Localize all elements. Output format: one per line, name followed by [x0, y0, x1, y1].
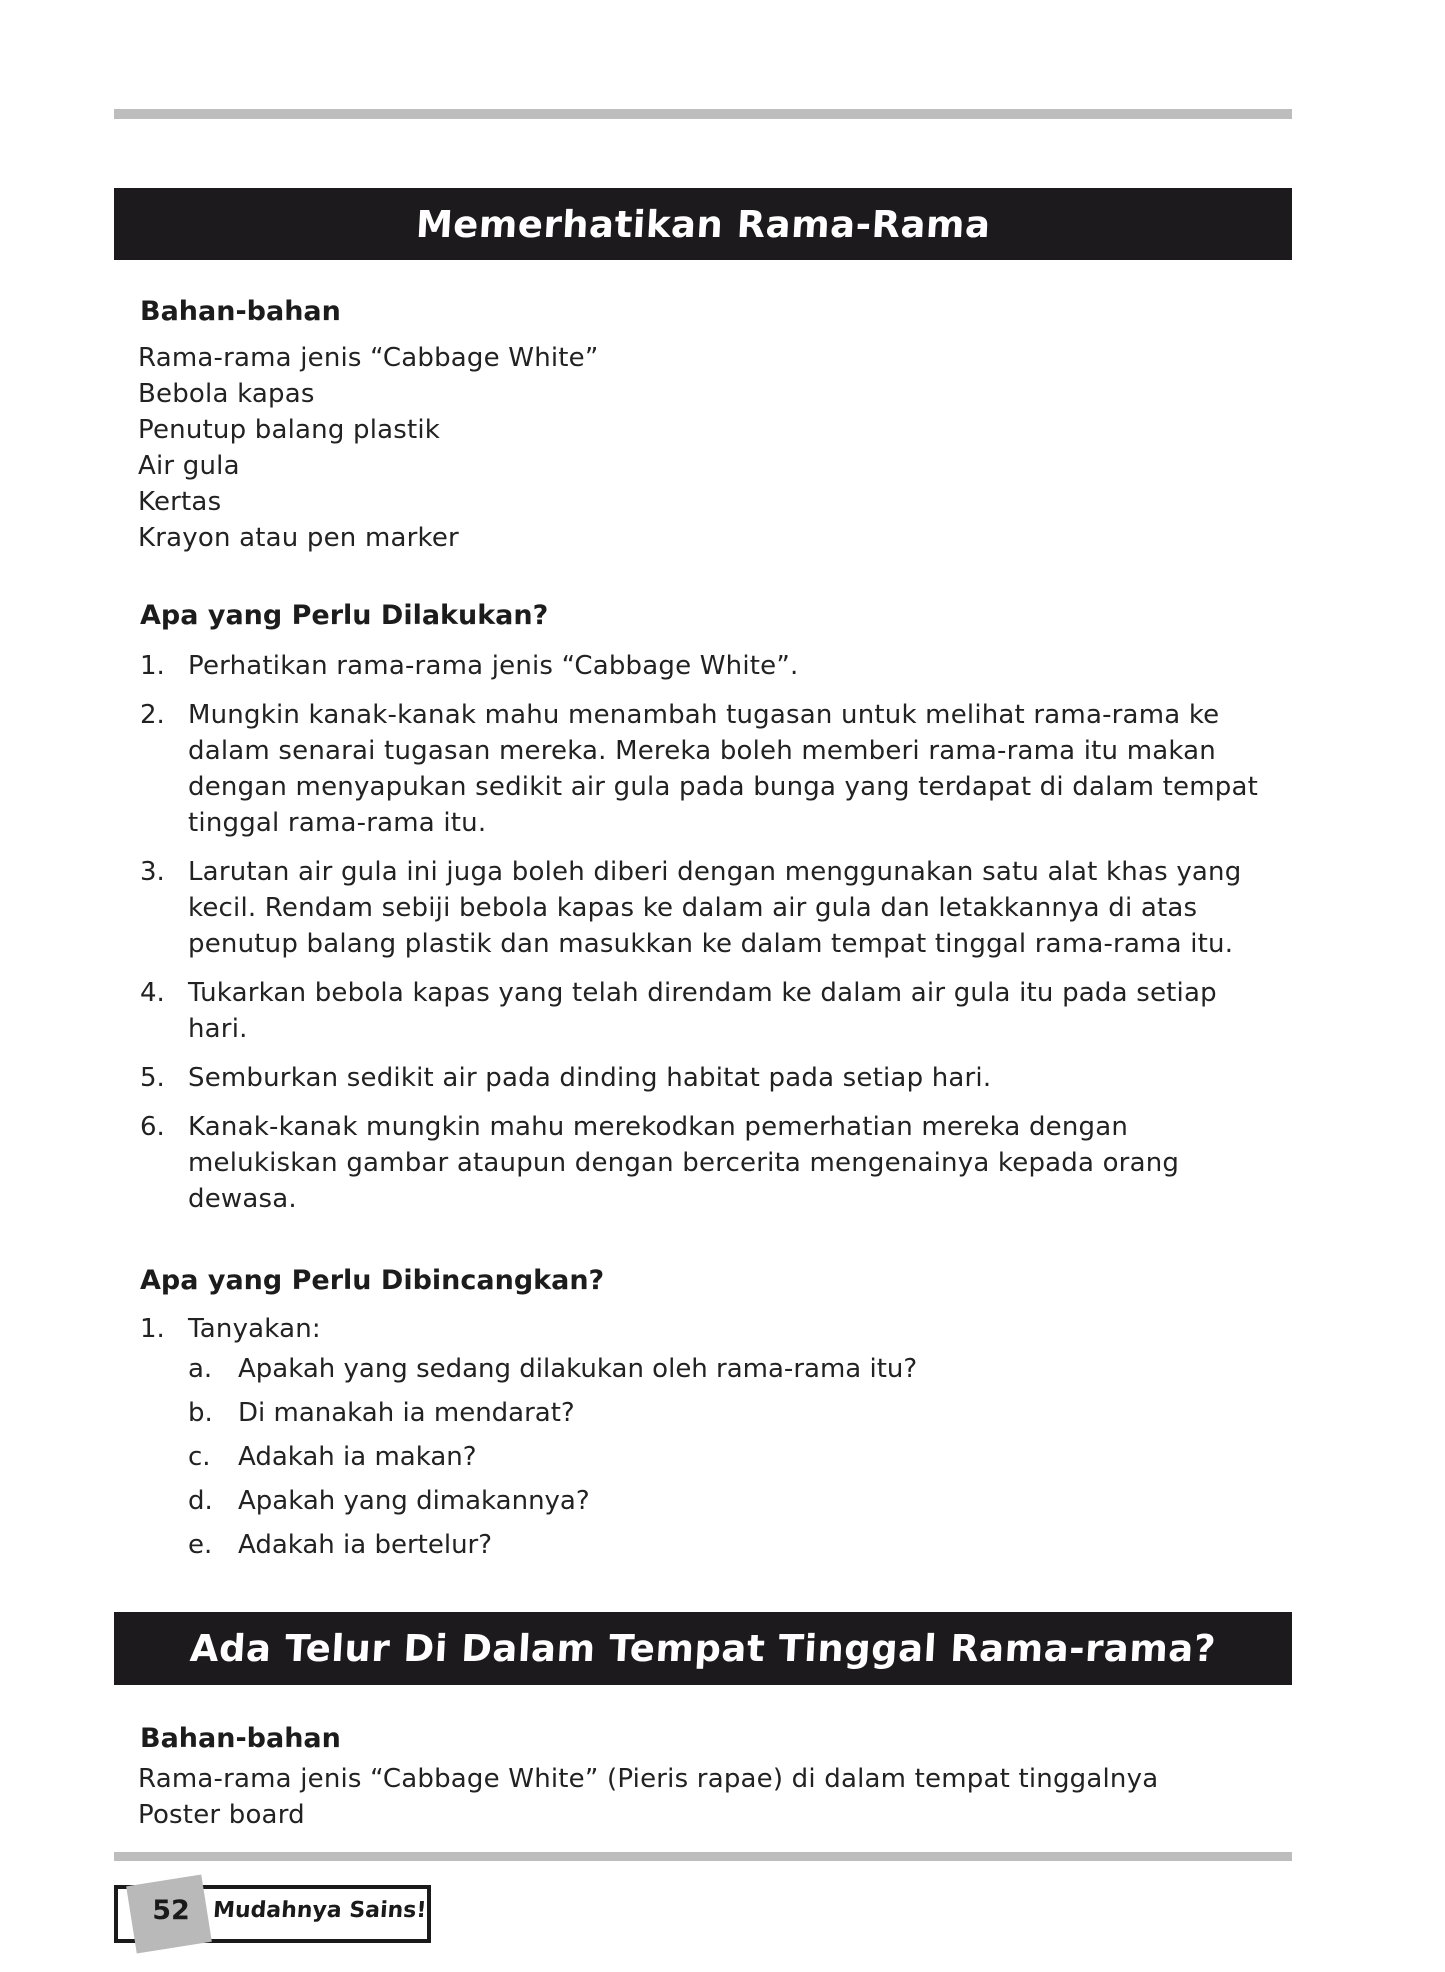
question-item [188, 1523, 1290, 1567]
step-text-line: Mungkin kanak-kanak mahu menambah tugasan untuk melihat rama-rama ke [188, 700, 1220, 730]
material-item: Air gula [138, 451, 240, 481]
steps-heading: Apa yang Perlu Dilakukan? [140, 600, 549, 631]
step-number: 3. [140, 857, 165, 887]
question-item [188, 1347, 1290, 1391]
material-item: Bebola kapas [138, 379, 315, 409]
question-item [188, 1435, 1290, 1479]
step-item [140, 854, 1290, 962]
step-item [140, 1060, 1290, 1096]
question-item [188, 1391, 1290, 1435]
discuss-list [140, 1311, 1290, 1580]
discuss-number: 1. [140, 1314, 165, 1344]
step-text-line: dalam senarai tugasan mereka. Mereka boleh memberi rama-rama itu makan [188, 736, 1216, 766]
material-item: Penutup balang plastik [138, 415, 441, 445]
question-letter: e. [188, 1530, 213, 1560]
section-title: Memerhatikan Rama-Rama [414, 202, 992, 246]
question-letter: a. [188, 1354, 213, 1384]
step-text-line: Perhatikan rama-rama jenis “Cabbage White”. [188, 651, 799, 681]
material-item: Poster board [138, 1800, 305, 1830]
step-item [140, 1109, 1290, 1217]
step-text-line: tinggal rama-rama itu. [188, 808, 487, 838]
question-letter: c. [188, 1442, 211, 1472]
material-item: Rama-rama jenis “Cabbage White” [138, 343, 599, 373]
step-number: 4. [140, 978, 165, 1008]
step-text-line: melukiskan gambar ataupun dengan bercerita mengenainya kepada orang [188, 1148, 1180, 1178]
section-title-bar [114, 188, 1292, 260]
step-item [140, 975, 1290, 1047]
step-item [140, 648, 1290, 684]
step-text-line: Semburkan sedikit air pada dinding habitat pada setiap hari. [188, 1063, 992, 1093]
top-rule [114, 109, 1292, 119]
section-title: Ada Telur Di Dalam Tempat Tinggal Rama-rama? [188, 1627, 1218, 1670]
step-text-line: penutup balang plastik dan masukkan ke dalam tempat tinggal rama-rama itu. [188, 929, 1234, 959]
step-number: 5. [140, 1063, 165, 1093]
materials-heading: Bahan-bahan [140, 1723, 341, 1754]
question-text: Adakah ia makan? [238, 1442, 477, 1472]
discuss-item [140, 1311, 1290, 1567]
question-letter: d. [188, 1486, 213, 1516]
question-text: Apakah yang sedang dilakukan oleh rama-rama itu? [238, 1354, 918, 1384]
discuss-lead: Tanyakan: [188, 1314, 321, 1344]
steps-list [140, 648, 1290, 1230]
materials-heading: Bahan-bahan [140, 296, 341, 327]
page-number: 52 [152, 1895, 190, 1926]
materials-list [138, 340, 599, 556]
step-text-line: hari. [188, 1014, 248, 1044]
materials-list [138, 1761, 1158, 1833]
step-text-line: dengan menyapukan sedikit air gula pada bunga yang terdapat di dalam tempat [188, 772, 1259, 802]
step-text-line: dewasa. [188, 1184, 297, 1214]
step-number: 6. [140, 1112, 165, 1142]
material-item: Rama-rama jenis “Cabbage White” (Pieris rapae) di dalam tempat tinggalnya [138, 1764, 1159, 1794]
step-number: 1. [140, 651, 165, 681]
step-text-line: Kanak-kanak mungkin mahu merekodkan pemerhatian mereka dengan [188, 1112, 1129, 1142]
step-text-line: Tukarkan bebola kapas yang telah direndam ke dalam air gula itu pada setiap [188, 978, 1217, 1008]
bottom-rule [114, 1852, 1292, 1861]
material-item: Kertas [138, 487, 222, 517]
material-item: Krayon atau pen marker [138, 523, 459, 553]
step-number: 2. [140, 700, 165, 730]
section-title-bar [114, 1612, 1292, 1685]
question-text: Apakah yang dimakannya? [238, 1486, 590, 1516]
question-text: Adakah ia bertelur? [238, 1530, 493, 1560]
question-letter: b. [188, 1398, 213, 1428]
question-item [188, 1479, 1290, 1523]
step-item [140, 697, 1290, 841]
discuss-heading: Apa yang Perlu Dibincangkan? [140, 1265, 605, 1296]
step-text-line: kecil. Rendam sebiji bebola kapas ke dalam air gula dan letakkannya di atas [188, 893, 1198, 923]
step-text-line: Larutan air gula ini juga boleh diberi dengan menggunakan satu alat khas yang [188, 857, 1242, 887]
question-text: Di manakah ia mendarat? [238, 1398, 575, 1428]
book-title: Mudahnya Sains! [212, 1898, 428, 1923]
